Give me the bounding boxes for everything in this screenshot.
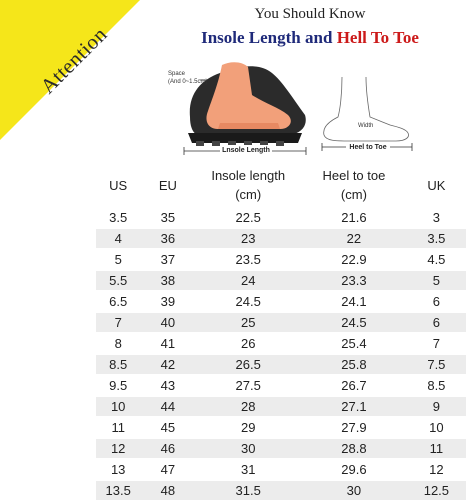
title-line2 — [150, 28, 470, 48]
cell-insole: 28 — [195, 397, 301, 416]
cell-eu: 37 — [140, 250, 195, 269]
cell-us: 13.5 — [96, 481, 140, 500]
cell-us: 5 — [96, 250, 140, 269]
cell-insole: 24.5 — [195, 292, 301, 311]
cell-eu: 35 — [140, 208, 195, 227]
table-row — [96, 229, 466, 248]
cell-insole: 31 — [195, 460, 301, 479]
cell-us: 12 — [96, 439, 140, 458]
cell-heel: 24.1 — [301, 292, 407, 311]
cell-us: 3.5 — [96, 208, 140, 227]
table-row — [96, 397, 466, 416]
title-hell-to-toe: Hell To Toe — [336, 28, 419, 47]
cell-us: 13 — [96, 460, 140, 479]
cell-us: 6.5 — [96, 292, 140, 311]
cell-heel: 25.4 — [301, 334, 407, 353]
cell-heel: 28.8 — [301, 439, 407, 458]
header-insole-line1: Insole length — [211, 168, 286, 183]
table-row — [96, 460, 466, 479]
cell-insole: 31.5 — [195, 481, 301, 500]
header-uk: UK — [427, 177, 446, 193]
title-line1: You Should Know — [254, 6, 366, 22]
cell-us: 4 — [96, 229, 140, 248]
cell-us: 11 — [96, 418, 140, 437]
header-heel-line1: Heel to toe — [322, 168, 386, 183]
header-us: US — [109, 177, 128, 193]
cell-uk: 6 — [407, 292, 466, 311]
cell-eu: 47 — [140, 460, 195, 479]
title-and: and — [305, 28, 333, 47]
table-row — [96, 376, 466, 395]
cell-eu: 40 — [140, 313, 195, 332]
cell-uk: 8.5 — [407, 376, 466, 395]
cell-insole: 29 — [195, 418, 301, 437]
cell-insole: 26.5 — [195, 355, 301, 374]
cell-eu: 36 — [140, 229, 195, 248]
table-row — [96, 250, 466, 269]
cell-insole: 23.5 — [195, 250, 301, 269]
header-insole-line2: (cm) — [235, 187, 262, 202]
cell-uk: 10 — [407, 418, 466, 437]
cell-uk: 5 — [407, 271, 466, 290]
width-label: Width — [358, 123, 374, 129]
cell-uk: 11 — [407, 439, 466, 458]
table-row — [96, 418, 466, 437]
table-row — [96, 334, 466, 353]
table-row — [96, 292, 466, 311]
cell-us: 10 — [96, 397, 140, 416]
cell-insole: 24 — [195, 271, 301, 290]
cell-us: 8.5 — [96, 355, 140, 374]
header-heel-line2: (cm) — [340, 187, 367, 202]
cell-heel: 27.9 — [301, 418, 407, 437]
cell-heel: 24.5 — [301, 313, 407, 332]
cell-eu: 38 — [140, 271, 195, 290]
cell-uk: 6 — [407, 313, 466, 332]
cell-eu: 45 — [140, 418, 195, 437]
cell-heel: 25.8 — [301, 355, 407, 374]
title-insole-length: Insole Length — [201, 28, 301, 47]
table-row — [96, 439, 466, 458]
cell-uk: 7 — [407, 334, 466, 353]
cell-uk: 12 — [407, 460, 466, 479]
size-chart-table — [96, 162, 466, 502]
table-row — [96, 208, 466, 227]
cell-heel: 27.1 — [301, 397, 407, 416]
cell-insole: 22.5 — [195, 208, 301, 227]
cell-heel: 21.6 — [301, 208, 407, 227]
table-row — [96, 271, 466, 290]
shoe-illustration — [160, 55, 460, 155]
header-insole-length — [195, 164, 301, 206]
heel-to-toe-label: Heel to Toe — [349, 144, 387, 151]
cell-us: 7 — [96, 313, 140, 332]
cell-eu: 44 — [140, 397, 195, 416]
cell-insole: 26 — [195, 334, 301, 353]
cell-uk: 12.5 — [407, 481, 466, 500]
space-value: (And 0~1.5cm) — [168, 79, 208, 85]
header-eu: EU — [158, 177, 177, 193]
cell-heel: 22.9 — [301, 250, 407, 269]
cell-heel: 30 — [301, 481, 407, 500]
cell-us: 8 — [96, 334, 140, 353]
table-row — [96, 481, 466, 500]
attention-banner — [0, 0, 150, 150]
foot-outline-graphic — [324, 77, 409, 141]
cell-uk: 3.5 — [407, 229, 466, 248]
cell-us: 9.5 — [96, 376, 140, 395]
cell-insole: 27.5 — [195, 376, 301, 395]
cell-uk: 4.5 — [407, 250, 466, 269]
cell-eu: 48 — [140, 481, 195, 500]
cell-uk: 3 — [407, 208, 466, 227]
table-row — [96, 355, 466, 374]
table-header-row — [96, 164, 466, 206]
insole-length-label: Lnsole Length — [222, 147, 270, 154]
cell-eu: 43 — [140, 376, 195, 395]
header-heel-to-toe — [301, 164, 407, 206]
cell-uk: 7.5 — [407, 355, 466, 374]
cell-insole: 30 — [195, 439, 301, 458]
cell-uk: 9 — [407, 397, 466, 416]
table-row — [96, 313, 466, 332]
cell-insole: 25 — [195, 313, 301, 332]
cell-eu: 46 — [140, 439, 195, 458]
cell-eu: 41 — [140, 334, 195, 353]
cell-insole: 23 — [195, 229, 301, 248]
attention-label: Attention — [35, 22, 112, 99]
cell-us: 5.5 — [96, 271, 140, 290]
cell-heel: 23.3 — [301, 271, 407, 290]
cell-eu: 39 — [140, 292, 195, 311]
cell-heel: 26.7 — [301, 376, 407, 395]
cell-heel: 22 — [301, 229, 407, 248]
cell-eu: 42 — [140, 355, 195, 374]
space-label: Space — [168, 71, 186, 77]
cell-heel: 29.6 — [301, 460, 407, 479]
